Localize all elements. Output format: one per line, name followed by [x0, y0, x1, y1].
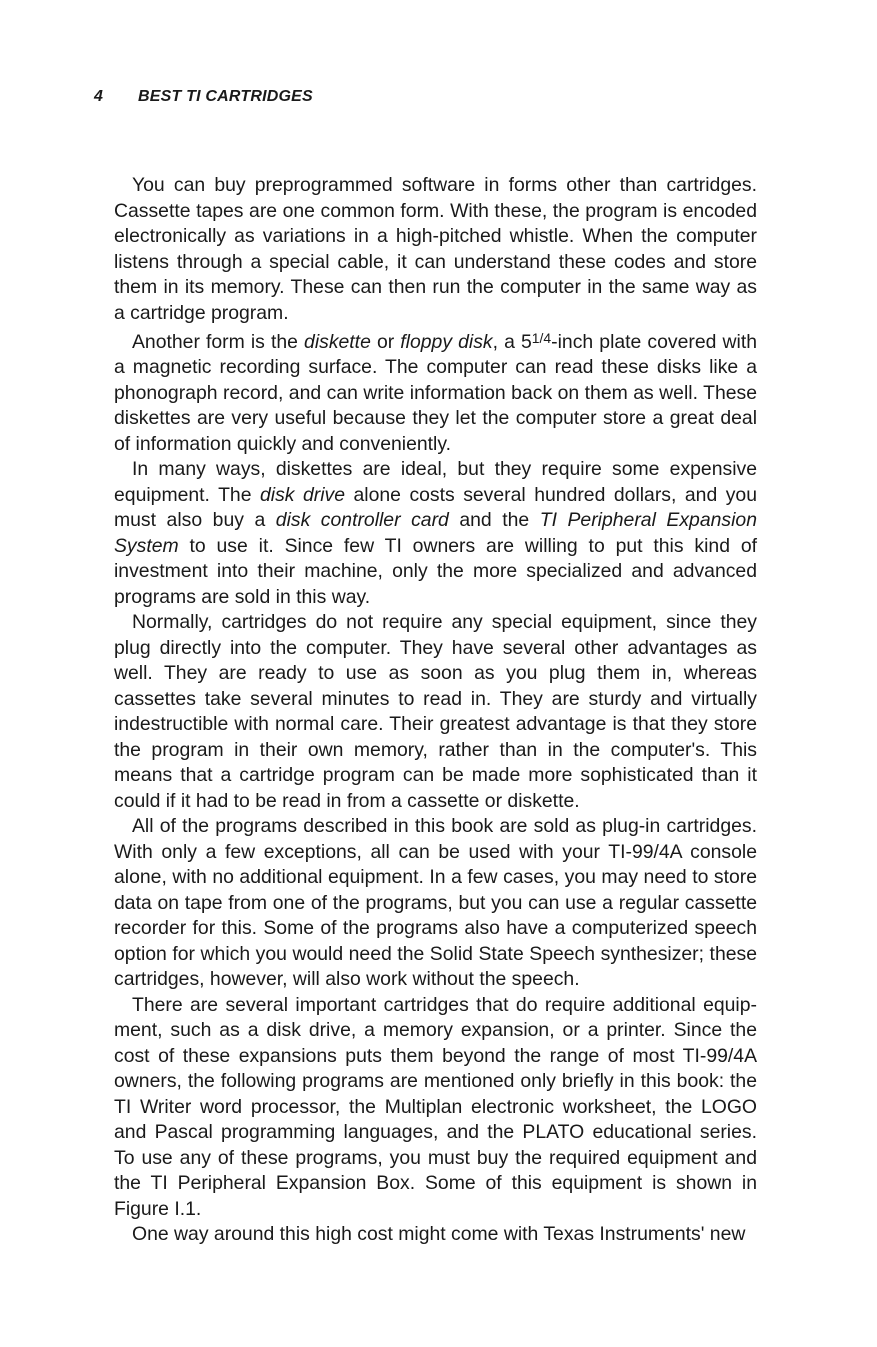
- paragraph-6: There are several important cartridges that do require additional equipment, such as a disk drive, a memory expansion, or a printer. Since the cost of these expansions puts them beyond the range of most TI-99/4A owners, the following programs are mentioned only briefly in this book: the TI Writer word processor, the Multiplan electronic worksheet, the LOGO and Pascal programming languages, and the PLATO educational series. To use any of these programs, you must buy the required equipment and the TI Peripheral Expansion Box. Some of this equipment is shown in Figure I.1.: [114, 993, 757, 1220]
- paragraph-1: You can buy preprogrammed software in forms other than cartridges. Cassette tapes are one common form. With these, the program is encoded electronically as variations in a high-pitched whistle. When the computer listens through a special cable, it can understand these codes and store them in its memory. These can then run the computer in the same way as a cartridge program.: [114, 174, 757, 324]
- page-number: 4: [94, 88, 104, 105]
- body-text: [114, 173, 757, 1248]
- running-title: BEST TI CARTRIDGES: [138, 88, 313, 105]
- paragraph-4: Normally, cartridges do not require any special equipment, since they plug directly into the computer. They have several other advantages as well. They are ready to use as soon as you plug them in, whereas cassettes take several minutes to read in. They are sturdy and virtually indestructible with normal care. Their greatest advantage is that they store the program in their own memory, rather than in the computer's. This means that a cartridge program can be made more sophisticated than it could if it had to be read in from a cassette or diskette.: [114, 611, 757, 812]
- term-floppy-disk: floppy disk: [400, 330, 493, 353]
- paragraph-7: One way around this high cost might come with Texas Instruments' new: [132, 1223, 746, 1246]
- term-peripheral-expansion-system: TI Peripheral Expansion System: [114, 509, 757, 557]
- paragraph-2: Another form is the diskette or floppy disk, a $5^{1/4}$-inch plate covered with a magnetic recording surface. The computer can read these disks like a phonograph record, and can write information back on them as well. These diskettes are very useful because they let the computer store a great deal of information quickly and conveniently.: [114, 330, 757, 455]
- term-disk-drive: disk drive: [260, 483, 346, 506]
- term-diskette: diskette: [304, 330, 371, 353]
- fraction: 1/4: [531, 330, 552, 346]
- paragraph-5: All of the programs described in this book are sold as plug-in cartridges. With only a few exceptions, all can be used with your TI-99/4A console alone, with no additional equipment. In a few cases, you may need to store data on tape from one of the programs, but you can use a regular cassette recorder for this. Some of the programs also have a computerized speech option for which you would need the Solid State Speech synthesizer; these cartridges, however, will also work without the speech.: [114, 815, 757, 991]
- term-disk-controller-card: disk controller card: [275, 509, 449, 532]
- paragraph-3: In many ways, diskettes are ideal, but they require some expensive equipment. The disk drive alone costs several hundred dollars, and you must also buy a disk controller card and the TI Peripheral Expansion System to use it. Since few TI owners are willing to put this kind of investment into their machine, only the more specialized and advanced programs are sold in this way.: [114, 458, 757, 608]
- running-head: [94, 88, 313, 106]
